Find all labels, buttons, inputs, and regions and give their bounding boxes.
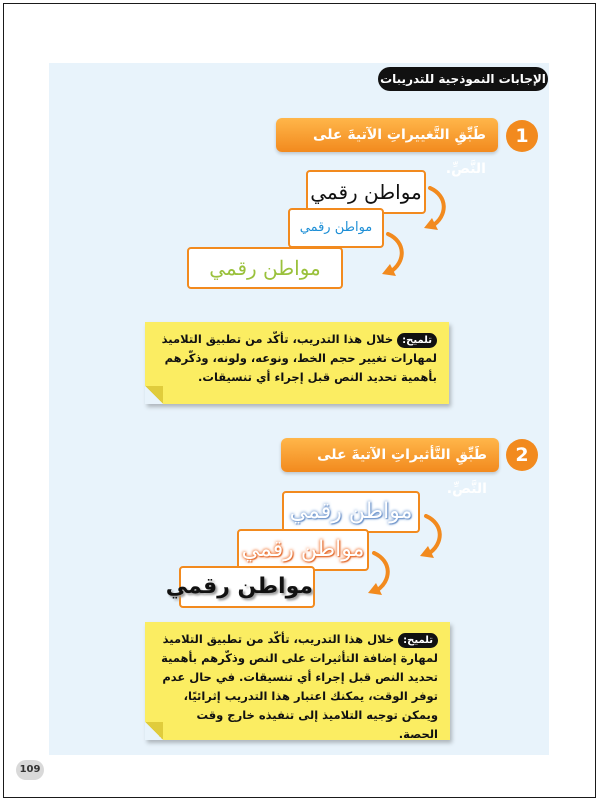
curved-arrow-icon <box>380 232 408 278</box>
tip-note-2 <box>145 622 450 740</box>
exercise-2-instruction: طَبِّقِ التَّأثيراتِ الآتيةَ على النَّصِّ. <box>281 438 499 472</box>
exercise-number-2: 2 <box>506 439 538 471</box>
curved-arrow-icon <box>366 551 394 597</box>
tip-text: خلال هذا التدريب، تأكّد من تطبيق التلاميذ لمهارات تغيير حجم الخط، ونوعه، ولونه، وذكّرهم بأهمية تحديد النص قبل إجراء أي تنسيقات. <box>161 332 437 384</box>
exercise-1-word-small-blue: مواطن رقمي <box>288 208 384 248</box>
curved-arrow-icon <box>418 514 446 560</box>
exercise-1-instruction: طَبِّقِ التَّغييراتِ الآتيةَ على النَّصِّ. <box>276 118 498 152</box>
exercise-number-1: 1 <box>506 120 538 152</box>
exercise-1-word-green: مواطن رقمي <box>187 247 343 289</box>
section-title: الإجابات النموذجية للتدريبات <box>378 67 548 91</box>
tip-note-1 <box>145 322 449 404</box>
tip-label: تلميح: <box>398 633 438 648</box>
page-number: 109 <box>16 760 44 780</box>
exercise-1-word-original: مواطن رقمي <box>306 170 426 214</box>
exercise-2-word-shadow: مواطن رقمي <box>179 566 315 608</box>
curved-arrow-icon <box>422 186 450 232</box>
exercise-2-word-glow-blue: مواطن رقمي <box>282 491 420 533</box>
tip-label: تلميح: <box>397 333 437 348</box>
exercise-2-word-glow-orange: مواطن رقمي <box>237 529 369 571</box>
tip-text: خلال هذا التدريب، تأكّد من تطبيق التلاميذ لمهارة إضافة التأثيرات على النص وذكّرهم بأهمية تحديد النص قبل إجراء أي تنسيقات. في حال عدم توفر الوقت، يمكنك اعتبار هذا التدريب إثرائيًا، ويمكن توجيه التلاميذ إلى تنفيذه خارج وقت الحصة. <box>161 632 438 741</box>
